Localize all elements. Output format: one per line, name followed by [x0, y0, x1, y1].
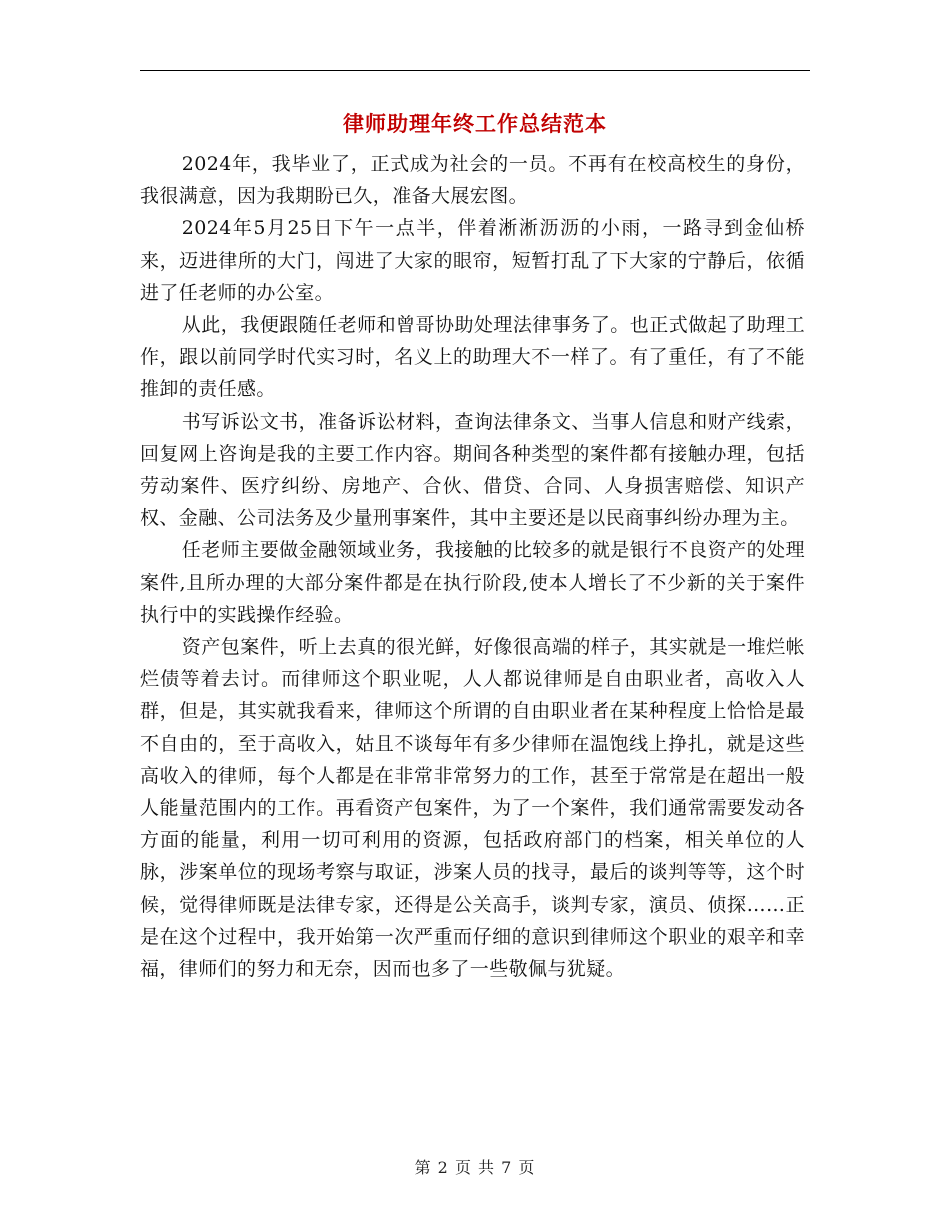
paragraph: 2024年5月25日下午一点半，伴着淅淅沥沥的小雨，一路寻到金仙桥来，迈进律所的大门，闯进了大家的眼帘，短暂打乱了下大家的宁静后，依循进了任老师的办公室。: [140, 217, 805, 304]
paragraph: 书写诉讼文书，准备诉讼材料，查询法律条文、当事人信息和财产线索，回复网上咨询是我的主要工作内容。期间各种类型的案件都有接触办理，包括劳动案件、医疗纠纷、房地产、合伙、借贷、合同、人身损害赔偿、知识产权、金融、公司法务及少量刑事案件，其中主要还是以民商事纠纷办理为主。: [140, 410, 805, 530]
document-body: [140, 148, 805, 985]
paragraph: 任老师主要做金融领域业务，我接触的比较多的就是银行不良资产的处理案件,且所办理的大部分案件都是在执行阶段,使本人增长了不少新的关于案件执行中的实践操作经验。: [140, 539, 805, 626]
header-rule: [140, 70, 810, 71]
document-title: 律师助理年终工作总结范本: [343, 111, 607, 136]
page-number-footer: 第 2 页 共 7 页: [414, 1158, 536, 1177]
paragraph: 资产包案件，听上去真的很光鲜，好像很高端的样子，其实就是一堆烂帐烂债等着去讨。而律师这个职业呢，人人都说律师是自由职业者，高收入人群，但是，其实就我看来，律师这个所谓的自由职业者在某种程度上恰恰是最不自由的，至于高收入，姑且不谈每年有多少律师在温饱线上挣扎，就是这些高收入的律师，每个人都是在非常非常努力的工作，甚至于常常是在超出一般人能量范围内的工作。再看资产包案件，为了一个案件，我们通常需要发动各方面的能量，利用一切可利用的资源，包括政府部门的档案，相关单位的人脉，涉案单位的现场考察与取证，涉案人员的找寻，最后的谈判等等，这个时候，觉得律师既是法律专家，还得是公关高手，谈判专家，演员、侦探……正是在这个过程中，我开始第一次严重而仔细的意识到律师这个职业的艰辛和幸福，律师们的努力和无奈，因而也多了一些敬佩与犹疑。: [140, 636, 805, 981]
paragraph: 从此，我便跟随任老师和曾哥协助处理法律事务了。也正式做起了助理工作，跟以前同学时代实习时，名义上的助理大不一样了。有了重任，有了不能推卸的责任感。: [140, 314, 805, 401]
paragraph: 2024年，我毕业了，正式成为社会的一员。不再有在校高校生的身份，我很满意，因为我期盼已久，准备大展宏图。: [140, 153, 805, 208]
